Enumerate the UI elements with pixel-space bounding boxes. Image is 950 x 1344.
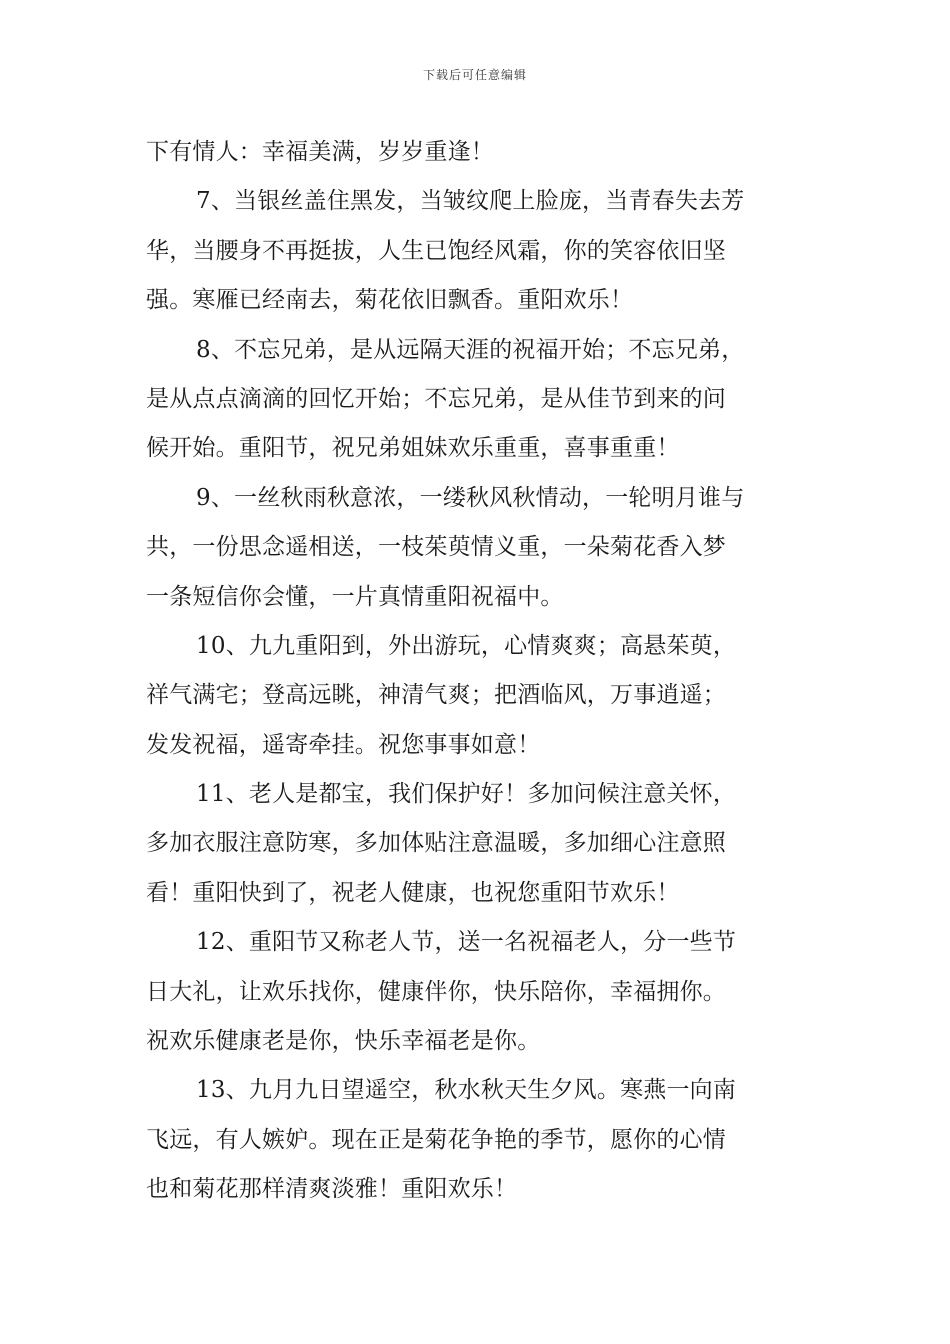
text-line: 13、九月九日望遥空，秋水秋天生夕风。寒燕一向南 [196, 1077, 737, 1104]
page-header: 下载后可任意编辑 [422, 68, 527, 82]
text-line: 11、老人是都宝，我们保护好！多加问候注意关怀， [196, 781, 737, 808]
text-line: 12、重阳节又称老人节，送一名祝福老人，分一些节 [196, 929, 737, 956]
text-line: 共，一份思念遥相送，一枝茱萸情义重，一朵菊花香入梦 [146, 534, 726, 561]
text-line: 强。寒雁已经南去，菊花依旧飘香。重阳欢乐！ [146, 287, 634, 314]
text-line: 是从点点滴滴的回忆开始；不忘兄弟，是从佳节到来的问 [146, 385, 726, 412]
text-line: 发发祝福，遥寄牵挂。祝您事事如意！ [146, 731, 541, 758]
text-line: 也和菊花那样清爽淡雅！重阳欢乐！ [146, 1176, 518, 1203]
text-line: 下有情人：幸福美满，岁岁重逢！ [146, 139, 494, 165]
text-line: 华，当腰身不再挺拔，人生已饱经风霜，你的笑容依旧坚 [146, 237, 726, 264]
text-line: 候开始。重阳节，祝兄弟姐妹欢乐重重，喜事重重！ [146, 435, 680, 462]
text-line: 日大礼，让欢乐找你，健康伴你，快乐陪你，幸福拥你。 [146, 978, 726, 1005]
text-line: 看！重阳快到了，祝老人健康，也祝您重阳节欢乐！ [146, 879, 680, 906]
text-line: 10、九九重阳到，外出游玩，心情爽爽；高悬茱萸， [196, 632, 737, 659]
text-line: 9、一丝秋雨秋意浓，一缕秋风秋情动，一轮明月谁与 [196, 484, 745, 511]
text-line: 7、当银丝盖住黑发，当皱纹爬上脸庞，当青春失去芳 [196, 188, 745, 215]
document-body [146, 128, 806, 1215]
text-line: 祥气满宅；登高远眺，神清气爽；把酒临风，万事逍遥； [146, 682, 726, 709]
text-line: 飞远，有人嫉妒。现在正是菊花争艳的季节，愿你的心情 [146, 1126, 726, 1153]
text-line: 一条短信你会懂，一片真情重阳祝福中。 [146, 583, 564, 610]
text-line: 8、不忘兄弟，是从远隔天涯的祝福开始；不忘兄弟， [196, 336, 745, 363]
text-line: 多加衣服注意防寒，多加体贴注意温暖，多加细心注意照 [146, 830, 726, 857]
text-line: 祝欢乐健康老是你，快乐幸福老是你。 [146, 1028, 541, 1055]
